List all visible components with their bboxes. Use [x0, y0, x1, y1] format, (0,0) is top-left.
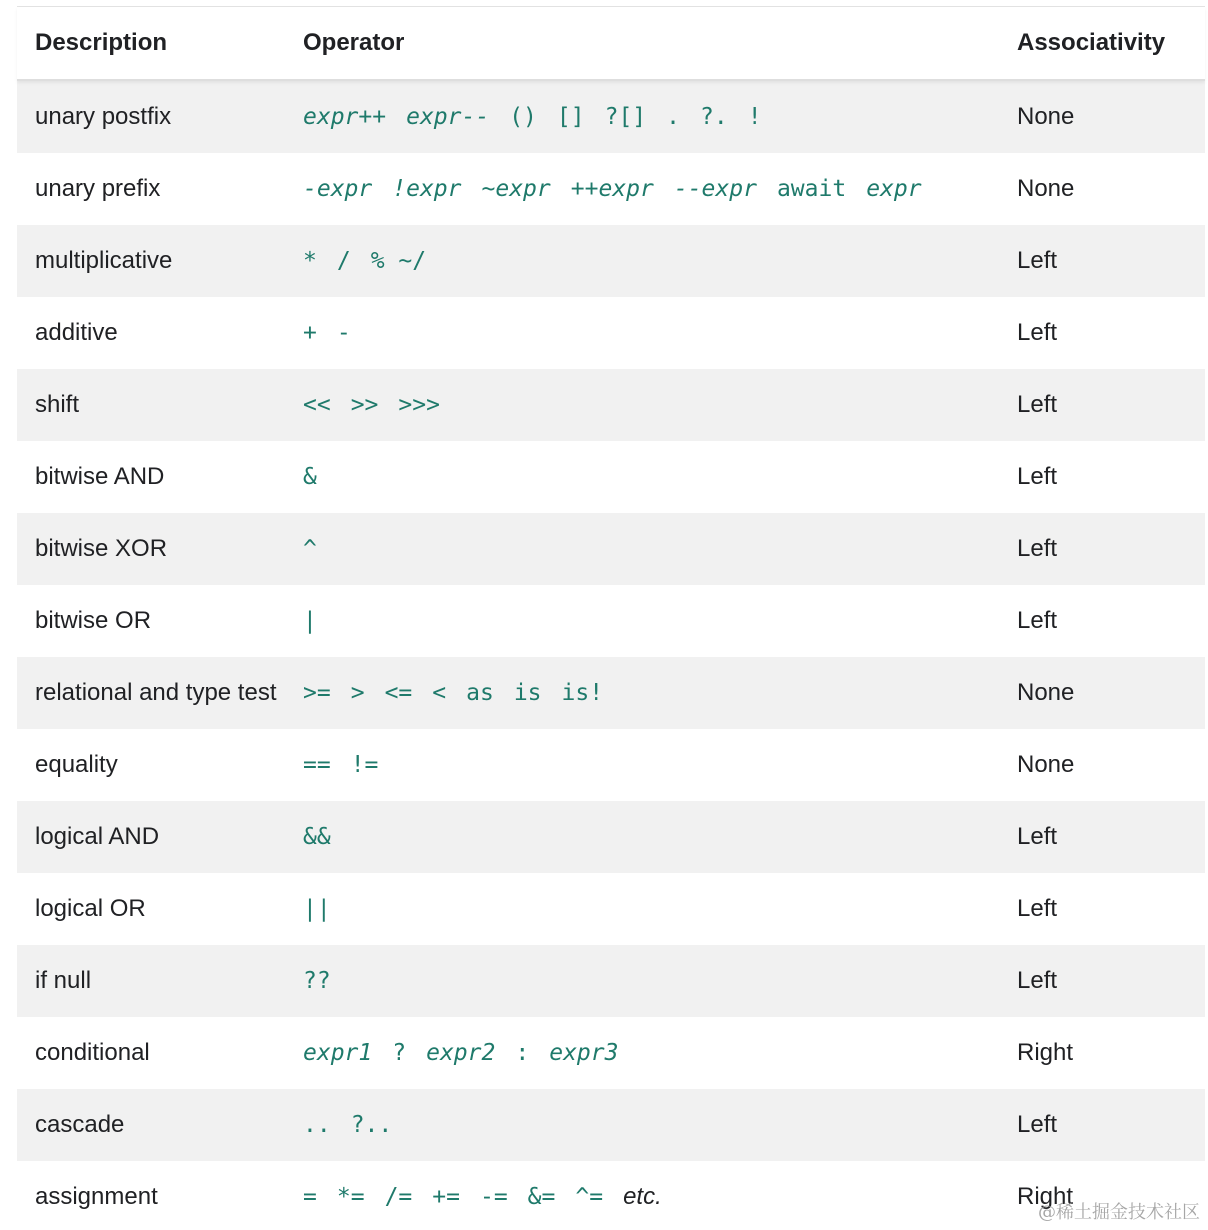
- cell-associativity: None: [1017, 103, 1075, 130]
- cell-description: bitwise AND: [35, 463, 165, 490]
- table-row: [17, 945, 1205, 1017]
- table-row: [17, 441, 1205, 513]
- operator-token: *=: [336, 1184, 365, 1210]
- cell-operator: [303, 536, 1017, 562]
- operator-token: &: [303, 464, 317, 490]
- operator-token: /=: [384, 1184, 413, 1210]
- operator-token: expr2: [426, 1040, 496, 1066]
- cell-description: unary prefix: [35, 175, 161, 202]
- operator-token: expr: [866, 176, 922, 202]
- table-row: [17, 873, 1205, 945]
- cell-operator: [303, 248, 1017, 274]
- operator-token: ==: [303, 752, 331, 778]
- cell-associativity: Left: [1017, 319, 1058, 346]
- operator-token: ||: [303, 896, 331, 922]
- cell-associativity: Left: [1017, 463, 1058, 490]
- cell-operator: [303, 464, 1017, 490]
- operator-token: *: [303, 248, 317, 274]
- table-header: [17, 7, 1205, 81]
- table-row: [17, 1017, 1205, 1089]
- operator-token: >: [350, 680, 365, 706]
- cell-description: multiplicative: [35, 247, 173, 274]
- cell-operator: [303, 392, 1017, 418]
- cell-operator: [303, 320, 1017, 346]
- cell-associativity: Left: [1017, 895, 1058, 922]
- cell-operator: [303, 680, 1017, 706]
- cell-operator: [303, 608, 1017, 634]
- operator-token: =: [303, 1184, 317, 1210]
- operator-token: (): [509, 104, 537, 130]
- operator-token: expr3: [549, 1040, 619, 1066]
- cell-description: assignment: [35, 1183, 158, 1210]
- operator-token: await: [776, 176, 847, 202]
- operator-token: expr1: [303, 1040, 373, 1066]
- table-row: [17, 1161, 1205, 1230]
- table-row: [17, 513, 1205, 585]
- operator-token: []: [556, 104, 585, 130]
- operator-token: as: [466, 680, 494, 706]
- header-associativity: Associativity: [1017, 29, 1166, 56]
- cell-associativity: Left: [1017, 1111, 1058, 1138]
- operator-token: !=: [350, 752, 379, 778]
- cell-operator: [303, 752, 1017, 778]
- operator-token: !expr: [392, 176, 462, 202]
- operator-token: <: [432, 680, 447, 706]
- table-row: [17, 369, 1205, 441]
- operator-token: etc.: [623, 1183, 662, 1210]
- operator-token: &&: [303, 824, 331, 850]
- operator-token: ?: [392, 1040, 407, 1066]
- cell-description: additive: [35, 319, 118, 346]
- table-row: [17, 585, 1205, 657]
- operator-token: --expr: [673, 176, 757, 202]
- operator-token: .: [666, 104, 680, 130]
- cell-associativity: Left: [1017, 967, 1058, 994]
- watermark: @稀土掘金技术社区: [1038, 1202, 1200, 1223]
- operator-token: -expr: [303, 176, 373, 202]
- cell-description: logical AND: [35, 823, 160, 850]
- operator-token: is!: [561, 680, 604, 706]
- operator-token: :: [515, 1040, 530, 1066]
- operator-token: >>: [350, 392, 379, 418]
- operator-token: expr--: [406, 104, 490, 130]
- operator-token: ^: [303, 536, 317, 562]
- cell-description: cascade: [35, 1111, 125, 1138]
- operator-token: >>>: [398, 392, 440, 418]
- cell-description: shift: [35, 391, 80, 418]
- table-row: [17, 225, 1205, 297]
- operator-token: !: [747, 104, 762, 130]
- header-operator: Operator: [303, 29, 405, 56]
- operator-token: <=: [384, 680, 413, 706]
- cell-operator: [303, 104, 1017, 130]
- operator-token: ?..: [350, 1112, 393, 1138]
- table-row: [17, 297, 1205, 369]
- operator-token: >=: [303, 680, 331, 706]
- operator-token: ++expr: [570, 176, 654, 202]
- operator-token: is: [513, 680, 542, 706]
- cell-description: logical OR: [35, 895, 146, 922]
- operator-token: ..: [303, 1112, 331, 1138]
- operator-token: ~expr: [481, 176, 551, 202]
- cell-associativity: Left: [1017, 607, 1058, 634]
- operator-token: +: [303, 320, 317, 346]
- cell-description: unary postfix: [35, 103, 172, 130]
- operator-token: /: [336, 248, 351, 274]
- table-row: [17, 657, 1205, 729]
- cell-operator: [303, 176, 1017, 202]
- cell-associativity: Right: [1017, 1039, 1074, 1066]
- table-row: [17, 153, 1205, 225]
- cell-operator: [303, 1112, 1017, 1138]
- operator-token: ??: [303, 968, 331, 994]
- cell-description: relational and type test: [35, 679, 277, 706]
- cell-associativity: None: [1017, 679, 1075, 706]
- cell-operator: [303, 1040, 1017, 1066]
- table-row: [17, 801, 1205, 873]
- cell-description: bitwise OR: [35, 607, 152, 634]
- cell-associativity: Left: [1017, 823, 1058, 850]
- cell-operator: [303, 824, 1017, 850]
- cell-description: conditional: [35, 1039, 150, 1066]
- cell-associativity: Right: [1017, 1183, 1074, 1210]
- operator-token: -: [336, 320, 351, 346]
- operator-token: expr++: [303, 104, 387, 130]
- table-row: [17, 81, 1205, 153]
- table-row: [17, 1089, 1205, 1161]
- cell-associativity: None: [1017, 175, 1075, 202]
- operator-token: ?.: [700, 104, 728, 130]
- cell-description: bitwise XOR: [35, 535, 168, 562]
- cell-associativity: None: [1017, 751, 1075, 778]
- cell-description: if null: [35, 967, 92, 994]
- operator-token: +=: [432, 1184, 460, 1210]
- cell-description: equality: [35, 751, 118, 778]
- cell-associativity: Left: [1017, 535, 1058, 562]
- operator-token: -=: [479, 1184, 508, 1210]
- cell-operator: [303, 1183, 1017, 1211]
- table-body: [17, 81, 1205, 1230]
- operator-token: <<: [303, 392, 331, 418]
- operator-token: ?[]: [604, 104, 647, 130]
- operator-precedence-table: [17, 7, 1205, 1230]
- cell-associativity: Left: [1017, 247, 1058, 274]
- table-row: [17, 729, 1205, 801]
- operator-token: ^=: [575, 1184, 604, 1210]
- cell-operator: [303, 896, 1017, 922]
- header-description: Description: [35, 29, 168, 56]
- operator-token: |: [303, 608, 317, 634]
- cell-associativity: Left: [1017, 391, 1058, 418]
- operator-token: &=: [527, 1184, 556, 1210]
- operator-token: % ~/: [370, 248, 427, 274]
- cell-operator: [303, 968, 1017, 994]
